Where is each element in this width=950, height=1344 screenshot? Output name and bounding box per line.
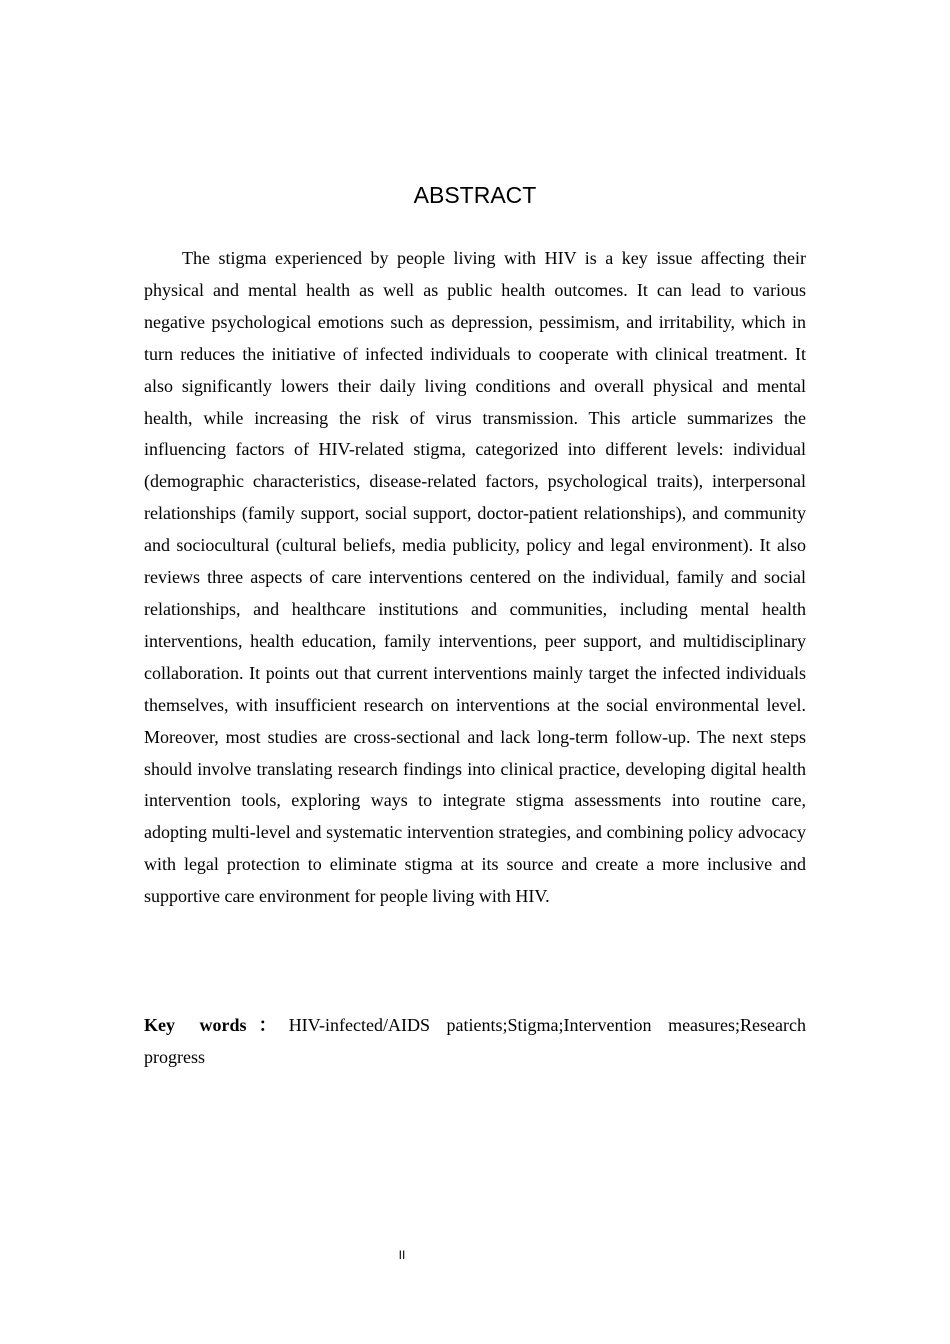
keywords-text: HIV-infected/AIDS patients;Stigma;Intervention measures;Research progress: [144, 1015, 807, 1067]
keywords-label: Key words：: [144, 1015, 289, 1035]
page-number: II: [398, 1248, 406, 1262]
abstract-title: ABSTRACT: [413, 182, 537, 208]
keywords-paragraph: [144, 1010, 806, 1073]
abstract-body: The stigma experienced by people living with HIV is a key issue affecting their physical and mental health as well as public health outcomes. It can lead to various negative psychological emotions such as depression, pessimism, and irritability, which in turn reduces the initiative of infected individuals to cooperate with clinical treatment. It also significantly lowers their daily living conditions and overall physical and mental health, while increasing the risk of virus transmission. This article summarizes the influencing factors of HIV-related stigma, categorized into different levels: individual (demographic characteristics, disease-related factors, psychological traits), interpersonal relationships (family support, social support, doctor-patient relationships), and community and sociocultural (cultural beliefs, media publicity, policy and legal environment). It also reviews three aspects of care interventions centered on the individual, family and social relationships, and healthcare institutions and communities, including mental health interventions, health education, family interventions, peer support, and multidisciplinary collaboration. It points out that current interventions mainly target the infected individuals themselves, with insufficient research on interventions at the social environmental level. Moreover, most studies are cross-sectional and lack long-term follow-up. The next steps should involve translating research findings into clinical practice, developing digital health intervention tools, exploring ways to integrate stigma assessments into routine care, adopting multi-level and systematic intervention strategies, and combining policy advocacy with legal protection to eliminate stigma at its source and create a more inclusive and supportive care environment for people living with HIV.: [144, 248, 806, 907]
